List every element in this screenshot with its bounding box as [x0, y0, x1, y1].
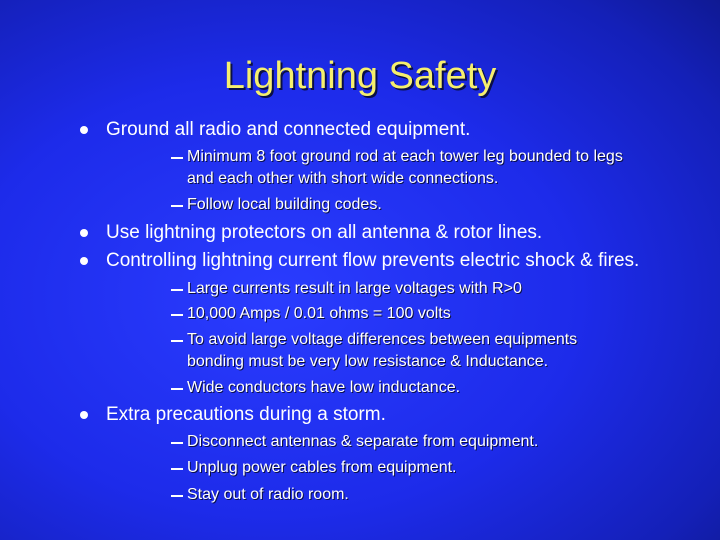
dash-icon	[171, 289, 183, 291]
dash-icon	[171, 495, 183, 497]
slide-title: Lightning Safety	[223, 55, 497, 97]
sub-bullet-text: Stay out of radio room.	[187, 486, 349, 503]
dash-icon	[171, 205, 183, 207]
dash-icon	[171, 157, 183, 159]
bullet-text: Controlling lightning current flow prevents electric shock & fires.	[106, 250, 640, 271]
bullet-text: Use lightning protectors on all antenna & rotor lines.	[106, 222, 543, 243]
dash-icon	[171, 314, 183, 316]
dash-icon	[171, 340, 183, 342]
sub-bullet-text: Unplug power cables from equipment.	[187, 459, 457, 476]
sub-bullet-text: Follow local building codes.	[187, 196, 382, 213]
sub-bullet-text: To avoid large voltage differences between equipments	[187, 331, 578, 348]
sub-bullet-text: Large currents result in large voltages with R>0	[187, 280, 522, 297]
dash-icon	[171, 468, 183, 470]
bullet-icon	[80, 126, 88, 134]
sub-bullet-text: and each other with short wide connections.	[187, 170, 499, 187]
sub-bullet-text: Wide conductors have low inductance.	[187, 379, 461, 396]
dash-icon	[171, 388, 183, 390]
bullet-icon	[80, 411, 88, 419]
bullet-icon	[80, 229, 88, 237]
bullet-icon	[80, 257, 88, 265]
sub-bullet-text: Minimum 8 foot ground rod at each tower leg bounded to legs	[187, 148, 623, 165]
dash-icon	[171, 442, 183, 444]
bullet-text: Ground all radio and connected equipment.	[106, 119, 471, 140]
sub-bullet-text: bonding must be very low resistance & Inductance.	[187, 353, 549, 370]
sub-bullet-text: 10,000 Amps / 0.01 ohms = 100 volts	[187, 305, 451, 322]
sub-bullet-text: Disconnect antennas & separate from equipment.	[187, 433, 539, 450]
bullet-text: Extra precautions during a storm.	[106, 404, 386, 425]
